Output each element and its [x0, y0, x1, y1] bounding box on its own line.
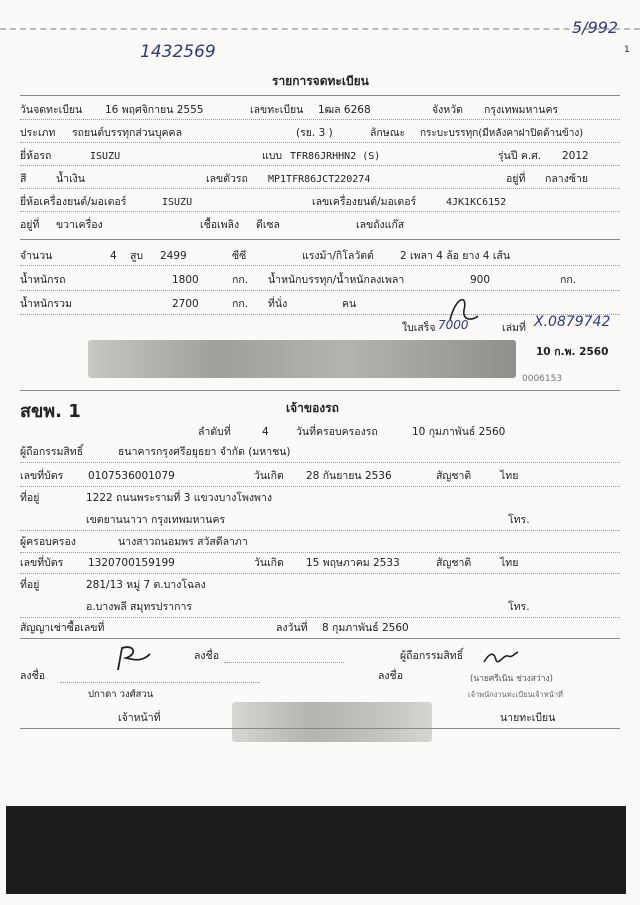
- engine-no-label: เลขเครื่องยนต์/มอเตอร์: [312, 196, 417, 208]
- axle-text: 2 เพลา 4 ล้อ ยาง 4 เส้น: [400, 250, 510, 262]
- weight-label: น้ำหนักรถ: [20, 274, 66, 286]
- handwritten-number: 1432569: [140, 42, 216, 62]
- total-label: น้ำหนักรวม: [20, 298, 72, 310]
- tel-label: โทร.: [508, 514, 530, 526]
- seq-value: 4: [262, 426, 269, 438]
- addr-line-1: 1222 ถนนพระรามที่ 3 แขวงบางโพงพาง: [86, 492, 272, 504]
- addr-label: ที่อยู่: [20, 492, 40, 504]
- engine-pos-value: ขวาเครื่อง: [56, 219, 103, 231]
- seq-label: ลำดับที่: [198, 426, 231, 438]
- load-value: 900: [470, 274, 491, 286]
- nat-value: ไทย: [500, 470, 519, 482]
- addr2-line-2: อ.บางพลี สมุทรปราการ: [86, 601, 193, 613]
- page-number: 1: [624, 45, 630, 55]
- engine-pos-label: อยู่ที่: [20, 219, 40, 231]
- cyl-label: สูบ: [130, 250, 144, 262]
- registrar-role: นายทะเบียน: [500, 712, 556, 724]
- model-value: TFR86JRHHN2 (S): [290, 151, 381, 162]
- color-label: สี: [20, 173, 27, 185]
- addr2-line-1: 281/13 หมู่ 7 ต.บางโฉลง: [86, 579, 206, 591]
- engine-brand-label: ยี่ห้อเครื่องยนต์/มอเตอร์: [20, 196, 127, 208]
- perforation-line: [0, 28, 640, 30]
- cc-value: 2499: [160, 250, 187, 262]
- year-label: รุ่นปี ค.ศ.: [498, 150, 542, 162]
- owner-value: ธนาคารกรุงศรีอยุธยา จำกัด (มหาชน): [118, 446, 291, 458]
- lease-date-label: ลงวันที่: [276, 622, 308, 634]
- dob2-value: 15 พฤษภาคม 2533: [306, 557, 400, 569]
- receipt-stamp-number: 0006153: [522, 374, 563, 384]
- fuel-value: ดีเซล: [256, 219, 280, 231]
- dob-value: 28 กันยายน 2536: [306, 470, 392, 482]
- sign-label-2: ลงชื่อ: [20, 670, 45, 682]
- province-label: จังหวัด: [432, 104, 463, 116]
- registrar-signature: [480, 644, 520, 672]
- char-label: ลักษณะ: [370, 127, 406, 139]
- own-date-value: 10 กุมภาพันธ์ 2560: [412, 426, 506, 438]
- addr2-label: ที่อยู่: [20, 579, 40, 591]
- own-date-label: วันที่ครอบครองรถ: [296, 426, 378, 438]
- dob-label: วันเกิด: [254, 470, 284, 482]
- chassis-pos-value: กลางซ้าย: [545, 173, 588, 185]
- kg-unit-2: กก.: [560, 274, 577, 286]
- officer-name: ปกาดา วงศ์สวน: [88, 689, 154, 700]
- seat-label: ที่นั่ง: [268, 298, 288, 310]
- lease-date-value: 8 กุมภาพันธ์ 2560: [322, 622, 409, 634]
- brand-label: ยี่ห้อรถ: [20, 150, 52, 162]
- engine-rubbing-smudge: [232, 702, 432, 742]
- load-label: น้ำหนักบรรทุก/น้ำหนักลงเพลา: [268, 274, 405, 286]
- total-value: 2700: [172, 298, 199, 310]
- hp-label: แรงม้า/กิโลวัตต์: [302, 250, 374, 262]
- id-value: 0107536001079: [88, 470, 175, 482]
- registrar-subtitle: เจ้าพนักงานทะเบียนเจ้าหน้าที่: [468, 690, 563, 699]
- id-label: เลขที่บัตร: [20, 470, 64, 482]
- year-value: 2012: [562, 150, 589, 162]
- char-value: กระบะบรรทุก(มีหลังคาฝาปิดด้านข้าง): [420, 128, 584, 139]
- province-value: กรุงเทพมหานคร: [484, 104, 559, 116]
- dob2-label: วันเกิด: [254, 557, 284, 569]
- possessor-label: ผู้ครอบครอง: [20, 536, 76, 548]
- tel2-label: โทร.: [508, 601, 530, 613]
- weight-value: 1800: [172, 274, 199, 286]
- receipt-label: ใบเสร็จ: [402, 322, 436, 334]
- receipt-hw-mark: 7000: [438, 318, 469, 332]
- chassis-pos-label: อยู่ที่: [506, 173, 526, 185]
- seat-unit: คน: [342, 298, 357, 310]
- model-label: แบบ: [262, 150, 283, 162]
- type-code: (รย. 3 ): [296, 127, 333, 139]
- registrar-name: (นายศรีเนิน ช่วงสว่าง): [470, 674, 553, 684]
- lease-label: สัญญาเช่าซื้อเลขที่: [20, 622, 105, 634]
- kg-unit-1: กก.: [232, 274, 249, 286]
- possessor-value: นางสาวถนอมพร สวัสดีลาภา: [118, 536, 248, 548]
- owner-label: ผู้ถือกรรมสิทธิ์: [20, 446, 84, 458]
- color-value: น้ำเงิน: [56, 173, 85, 185]
- brand-value: ISUZU: [90, 151, 121, 162]
- receipt-no-label: เล่มที่: [502, 322, 526, 334]
- plate-value: 1ฒล 6268: [318, 104, 371, 116]
- sign-label-3: ลงชื่อ: [378, 670, 403, 682]
- holder-label: ผู้ถือกรรมสิทธิ์: [400, 650, 464, 662]
- receipt-date: 10 ก.พ. 2560: [536, 346, 609, 358]
- qty-label: จำนวน: [20, 250, 53, 262]
- kg-unit-3: กก.: [232, 298, 249, 310]
- id2-value: 1320700159199: [88, 557, 175, 569]
- reg-date-label: วันจดทะเบียน: [20, 104, 83, 116]
- chassis-value: MP1TFR86JCT220274: [268, 174, 371, 185]
- receipt-hw-no: X.0879742: [534, 314, 611, 330]
- cc-label: ซีซี: [232, 250, 247, 262]
- qty-value: 4: [110, 250, 117, 262]
- form-code: สขพ. 1: [20, 401, 81, 422]
- chassis-label: เลขตัวรถ: [206, 173, 248, 185]
- engine-no-value: 4JK1KC6152: [446, 197, 507, 208]
- plate-label: เลขทะเบียน: [250, 104, 304, 116]
- top-right-ref: 5/992: [572, 18, 619, 37]
- nat2-label: สัญชาติ: [436, 557, 472, 569]
- owner-section-title: เจ้าของรถ: [286, 401, 339, 415]
- fuel-label: เชื้อเพลิง: [200, 219, 240, 231]
- type-value: รถยนต์บรรทุกส่วนบุคคล: [72, 127, 182, 139]
- document-title: รายการจดทะเบียน: [272, 74, 369, 88]
- officer-role: เจ้าหน้าที่: [118, 712, 161, 724]
- engine-brand-value: ISUZU: [162, 197, 193, 208]
- id2-label: เลขที่บัตร: [20, 557, 64, 569]
- redaction-block: [6, 806, 626, 894]
- reg-date-value: 16 พฤศจิกายน 2555: [105, 104, 204, 116]
- nat-label: สัญชาติ: [436, 470, 472, 482]
- addr-line-2: เขตยานนาวา กรุงเทพมหานคร: [86, 514, 226, 526]
- gas-label: เลขถังแก๊ส: [356, 219, 405, 231]
- type-label: ประเภท: [20, 127, 56, 139]
- sign-label-1: ลงชื่อ: [194, 650, 219, 662]
- officer-signature: [108, 640, 158, 676]
- chassis-rubbing-smudge: [88, 340, 516, 378]
- nat2-value: ไทย: [500, 557, 519, 569]
